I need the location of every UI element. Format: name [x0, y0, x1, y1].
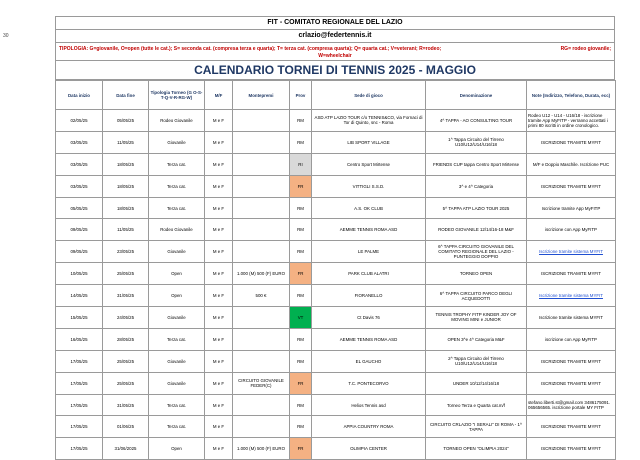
notes-cell: M/F e Doppio Maschile. Iscrizione PUC	[527, 153, 616, 175]
table-row	[56, 153, 616, 175]
venue-cell: EL GAUCHO	[312, 350, 426, 372]
org-title: FIT - COMITATO REGIONALE DEL LAZIO	[55, 16, 615, 29]
gender-cell: M e F	[205, 438, 233, 460]
notes-cell: ISCRIZIONE TRAMITE MYFIT	[527, 438, 616, 460]
table-row	[56, 263, 616, 285]
type-cell: Rodeo Giovanile	[149, 110, 205, 132]
tournament-name-cell: 6^ TAPPA CIRCUITO PARCO DEGLI ACQUEDOTTI	[426, 285, 527, 307]
prize-cell	[233, 350, 290, 372]
notes-cell: ISCRIZIONE TRAMITE MYFIT	[527, 263, 616, 285]
type-cell: Giovanile	[149, 241, 205, 263]
province-cell: RM	[290, 394, 312, 416]
table-row	[56, 197, 616, 219]
type-cell: Terza cat.	[149, 153, 205, 175]
gender-cell: M e F	[205, 394, 233, 416]
start-date-cell: 03/05/25	[56, 131, 103, 153]
end-date-cell: 31/06/2025	[103, 438, 149, 460]
tournament-table	[55, 80, 616, 460]
end-date-cell: 11/05/25	[103, 219, 149, 241]
province-cell: RM	[290, 131, 312, 153]
province-cell: RM	[290, 219, 312, 241]
province-cell: FR	[290, 263, 312, 285]
venue-cell: APPIA COUNTRY ROMA	[312, 416, 426, 438]
table-row	[56, 438, 616, 460]
contact-email: crlazio@federtennis.it	[55, 29, 615, 42]
prize-cell	[233, 197, 290, 219]
province-cell: RM	[290, 241, 312, 263]
end-date-cell: 31/05/25	[103, 285, 149, 307]
start-date-cell: 17/05/25	[56, 394, 103, 416]
venue-cell: LIB SPORT VILLAGE	[312, 131, 426, 153]
registration-link[interactable]: Iscrizione tramite sistema MYFIT	[539, 293, 603, 299]
notes-cell: Iscrizione tramite App MyFITP	[527, 197, 616, 219]
notes-cell: iscrizione con App MyFITP	[527, 328, 616, 350]
column-header: Denominazione	[426, 81, 527, 110]
table-row	[56, 328, 616, 350]
prize-cell	[233, 110, 290, 132]
registration-link[interactable]: Iscrizione tramite sistema MYFIT	[539, 249, 603, 255]
table-header-row	[56, 81, 616, 110]
venue-cell: FIORANELLO	[312, 285, 426, 307]
prize-cell	[233, 241, 290, 263]
gender-cell: M e F	[205, 110, 233, 132]
tournament-name-cell: 1^ Tappa Circuito del Tirreno U10/U12/U14/U16/18	[426, 131, 527, 153]
end-date-cell: 25/05/25	[103, 372, 149, 394]
table-row	[56, 110, 616, 132]
type-cell: Open	[149, 438, 205, 460]
prize-cell	[233, 307, 290, 329]
venue-cell: ASD ATP LAZIO TOUR c/o TENNIS&CO, via Fornaci di Tor di Quinto, snc - Roma	[312, 110, 426, 132]
start-date-cell: 17/05/25	[56, 372, 103, 394]
type-cell: Terza cat.	[149, 416, 205, 438]
notes-cell: Rodeo U12 - U14 - U16/18 - iscrizione tramite App MyFITP - verranno accettati i primi 80 iscritti in ordine cronologico.	[527, 110, 616, 132]
prize-cell	[233, 416, 290, 438]
tournament-name-cell: UNDER 10/12/14/16/18	[426, 372, 527, 394]
notes-cell: ISCRIZIONE TRAMITE MYFIT	[527, 372, 616, 394]
type-cell: Rodeo Giovanile	[149, 219, 205, 241]
venue-cell: LE PALME	[312, 241, 426, 263]
column-header: M/F	[205, 81, 233, 110]
venue-cell: A.S. OK CLUB	[312, 197, 426, 219]
end-date-cell: 11/05/25	[103, 131, 149, 153]
prize-cell	[233, 153, 290, 175]
end-date-cell: 18/05/25	[103, 153, 149, 175]
table-row	[56, 131, 616, 153]
tournament-name-cell: 3^ e 4^ Categoria	[426, 175, 527, 197]
gender-cell: M e F	[205, 197, 233, 219]
end-date-cell: 24/05/25	[103, 307, 149, 329]
gender-cell: M e F	[205, 175, 233, 197]
type-cell: Giovanile	[149, 372, 205, 394]
table-body	[56, 110, 616, 460]
gender-cell: M e F	[205, 219, 233, 241]
type-cell: Terza cat.	[149, 175, 205, 197]
end-date-cell: 01/06/25	[103, 416, 149, 438]
tournament-name-cell: FRIENDS CUP tappa Centro Sport Mirtense	[426, 153, 527, 175]
column-header: Data fine	[103, 81, 149, 110]
province-cell: RM	[290, 350, 312, 372]
type-cell: Terza cat.	[149, 328, 205, 350]
start-date-cell: 17/05/25	[56, 350, 103, 372]
tournament-name-cell: 6^ TAPPA CIRCUITO GIOVANILE DEL COMITATO REGIONALE DEL LAZIO - PUNTEGGIO DOPPIO	[426, 241, 527, 263]
prize-cell: 1.000 (M) 500 (F) EURO	[233, 263, 290, 285]
tournament-name-cell: CIRCUITO CRLAZIO "I SERALI" DI ROMA - 1^ TAPPA	[426, 416, 527, 438]
type-cell: Giovanile	[149, 131, 205, 153]
gender-cell: M e F	[205, 350, 233, 372]
table-row	[56, 285, 616, 307]
gender-cell: M e F	[205, 307, 233, 329]
tournament-name-cell: 4^ TAPPA - AO CONSULTING TOUR	[426, 110, 527, 132]
notes-cell: stefano.liberti.st@gmail.com 3486175091. 065656565. iscrizione portale MY FITP	[527, 394, 616, 416]
province-cell: FR	[290, 438, 312, 460]
notes-cell: ISCRIZIONE TRAMITE MYFIT	[527, 416, 616, 438]
end-date-cell: 18/05/25	[103, 197, 149, 219]
table-row	[56, 175, 616, 197]
province-cell: RM	[290, 285, 312, 307]
type-cell: Giovanile	[149, 307, 205, 329]
type-legend	[55, 42, 615, 61]
province-cell: VT	[290, 307, 312, 329]
province-cell: RM	[290, 416, 312, 438]
venue-cell: Ct Davis 76	[312, 307, 426, 329]
prize-cell	[233, 219, 290, 241]
end-date-cell: 31/05/25	[103, 394, 149, 416]
start-date-cell: 05/05/25	[56, 197, 103, 219]
column-header: Tipologia Torneo (G O-S-T-Q-V-R-RG-W)	[149, 81, 205, 110]
notes-cell: ISCRIZIONE TRAMITE MYFIT	[527, 131, 616, 153]
gender-cell: M e F	[205, 285, 233, 307]
start-date-cell: 03/05/25	[56, 175, 103, 197]
gender-cell: M e F	[205, 241, 233, 263]
start-date-cell: 15/05/25	[56, 307, 103, 329]
end-date-cell: 18/05/25	[103, 175, 149, 197]
prize-cell	[233, 394, 290, 416]
start-date-cell: 14/05/25	[56, 285, 103, 307]
calendar-title: CALENDARIO TORNEI DI TENNIS 2025 - MAGGIO	[55, 61, 615, 80]
prize-cell: 1.000 (M) 500 (F) EURO	[233, 438, 290, 460]
column-header: Montepremi	[233, 81, 290, 110]
gender-cell: M e F	[205, 328, 233, 350]
notes-cell: ISCRIZIONE TRAMITE MYFIT	[527, 175, 616, 197]
type-cell: Open	[149, 285, 205, 307]
tournament-name-cell: TENNIS TROPHY FITP KINDER JOY OF MOVING MINI e JUNIOR	[426, 307, 527, 329]
prize-cell	[233, 175, 290, 197]
province-cell: RI	[290, 153, 312, 175]
tournament-name-cell: RODEO GIOVANILE 12/14/16-18 M&F	[426, 219, 527, 241]
gender-cell: M e F	[205, 263, 233, 285]
table-row	[56, 350, 616, 372]
gender-cell: M e F	[205, 153, 233, 175]
column-header: Note (Indirizzo, Telefono, Durata, ecc)	[527, 81, 616, 110]
end-date-cell: 25/05/25	[103, 263, 149, 285]
start-date-cell: 17/05/25	[56, 438, 103, 460]
venue-cell: PARK CLUB ALATRI	[312, 263, 426, 285]
venue-cell: T.C. PONTECORVO	[312, 372, 426, 394]
legend-text-1: TIPOLOGIA: G=giovanile, O=open (tutte le cat.); S= seconda cat. (compresa terza e quarta); T= terza cat. (compresa quarta); Q= quarta cat.; V=veterani; R=rodeo;	[59, 46, 442, 52]
start-date-cell: 09/05/25	[56, 241, 103, 263]
start-date-cell: 17/05/25	[56, 416, 103, 438]
prize-cell	[233, 131, 290, 153]
end-date-cell: 25/05/25	[103, 350, 149, 372]
notes-cell	[527, 241, 616, 263]
province-cell: RM	[290, 328, 312, 350]
legend-text-3: W=wheelchair	[318, 53, 352, 59]
table-row	[56, 394, 616, 416]
province-cell: RM	[290, 110, 312, 132]
column-header: Data inizio	[56, 81, 103, 110]
column-header: Prov	[290, 81, 312, 110]
notes-cell	[527, 285, 616, 307]
type-cell: Terza cat.	[149, 197, 205, 219]
type-cell: Open	[149, 263, 205, 285]
gender-cell: M e F	[205, 416, 233, 438]
type-cell: Terza cat.	[149, 394, 205, 416]
spreadsheet	[55, 16, 615, 460]
prize-cell: CIRCUITO GIOVANILE FEDER(C)	[233, 372, 290, 394]
table-row	[56, 416, 616, 438]
notes-cell: ISCRIZIONE TRAMITE MYFIT	[527, 350, 616, 372]
start-date-cell: 09/05/25	[56, 219, 103, 241]
venue-cell: OLIMPIA CENTER	[312, 438, 426, 460]
notes-cell: Iscrizione tramite sistema MYFIT	[527, 307, 616, 329]
tournament-name-cell: 5^ TAPPA ATP LAZIO TOUR 2025	[426, 197, 527, 219]
end-date-cell: 28/05/25	[103, 328, 149, 350]
table-row	[56, 219, 616, 241]
table-row	[56, 307, 616, 329]
venue-cell: Helios Tennis asd	[312, 394, 426, 416]
venue-cell: VITTIGLI S.S.D.	[312, 175, 426, 197]
end-date-cell: 05/05/25	[103, 110, 149, 132]
type-cell: Giovanile	[149, 350, 205, 372]
start-date-cell: 10/05/25	[56, 263, 103, 285]
tournament-name-cell: 2^ Tappa Circuito del Tirreno U10/U12/U14/U16/18	[426, 350, 527, 372]
province-cell: RM	[290, 197, 312, 219]
start-date-cell: 03/05/25	[56, 153, 103, 175]
start-date-cell: 16/05/25	[56, 328, 103, 350]
province-cell: FR	[290, 175, 312, 197]
row-number: 30	[3, 33, 9, 39]
table-row	[56, 241, 616, 263]
legend-text-2: RG= rodeo giovanile;	[560, 46, 611, 52]
prize-cell	[233, 328, 290, 350]
province-cell: FR	[290, 372, 312, 394]
tournament-name-cell: TORNEO OPEN "OLIMPIA 2024"	[426, 438, 527, 460]
gender-cell: M e F	[205, 372, 233, 394]
notes-cell: iscrizione con App MyFITP	[527, 219, 616, 241]
column-header: Sede di gioco	[312, 81, 426, 110]
gender-cell: M e F	[205, 131, 233, 153]
end-date-cell: 23/05/25	[103, 241, 149, 263]
table-row	[56, 372, 616, 394]
venue-cell: AEMME TENNIS ROMA ASD	[312, 219, 426, 241]
tournament-name-cell: Torneo Terza e Quarta cat.m/f	[426, 394, 527, 416]
tournament-name-cell: TORNEO OPEN	[426, 263, 527, 285]
venue-cell: Centro Sport Mirtense	[312, 153, 426, 175]
tournament-name-cell: OPEN 3^e 4^ Categoria M&F	[426, 328, 527, 350]
start-date-cell: 02/05/25	[56, 110, 103, 132]
venue-cell: AEMME TENNIS ROMA ASD	[312, 328, 426, 350]
prize-cell: 500 €	[233, 285, 290, 307]
